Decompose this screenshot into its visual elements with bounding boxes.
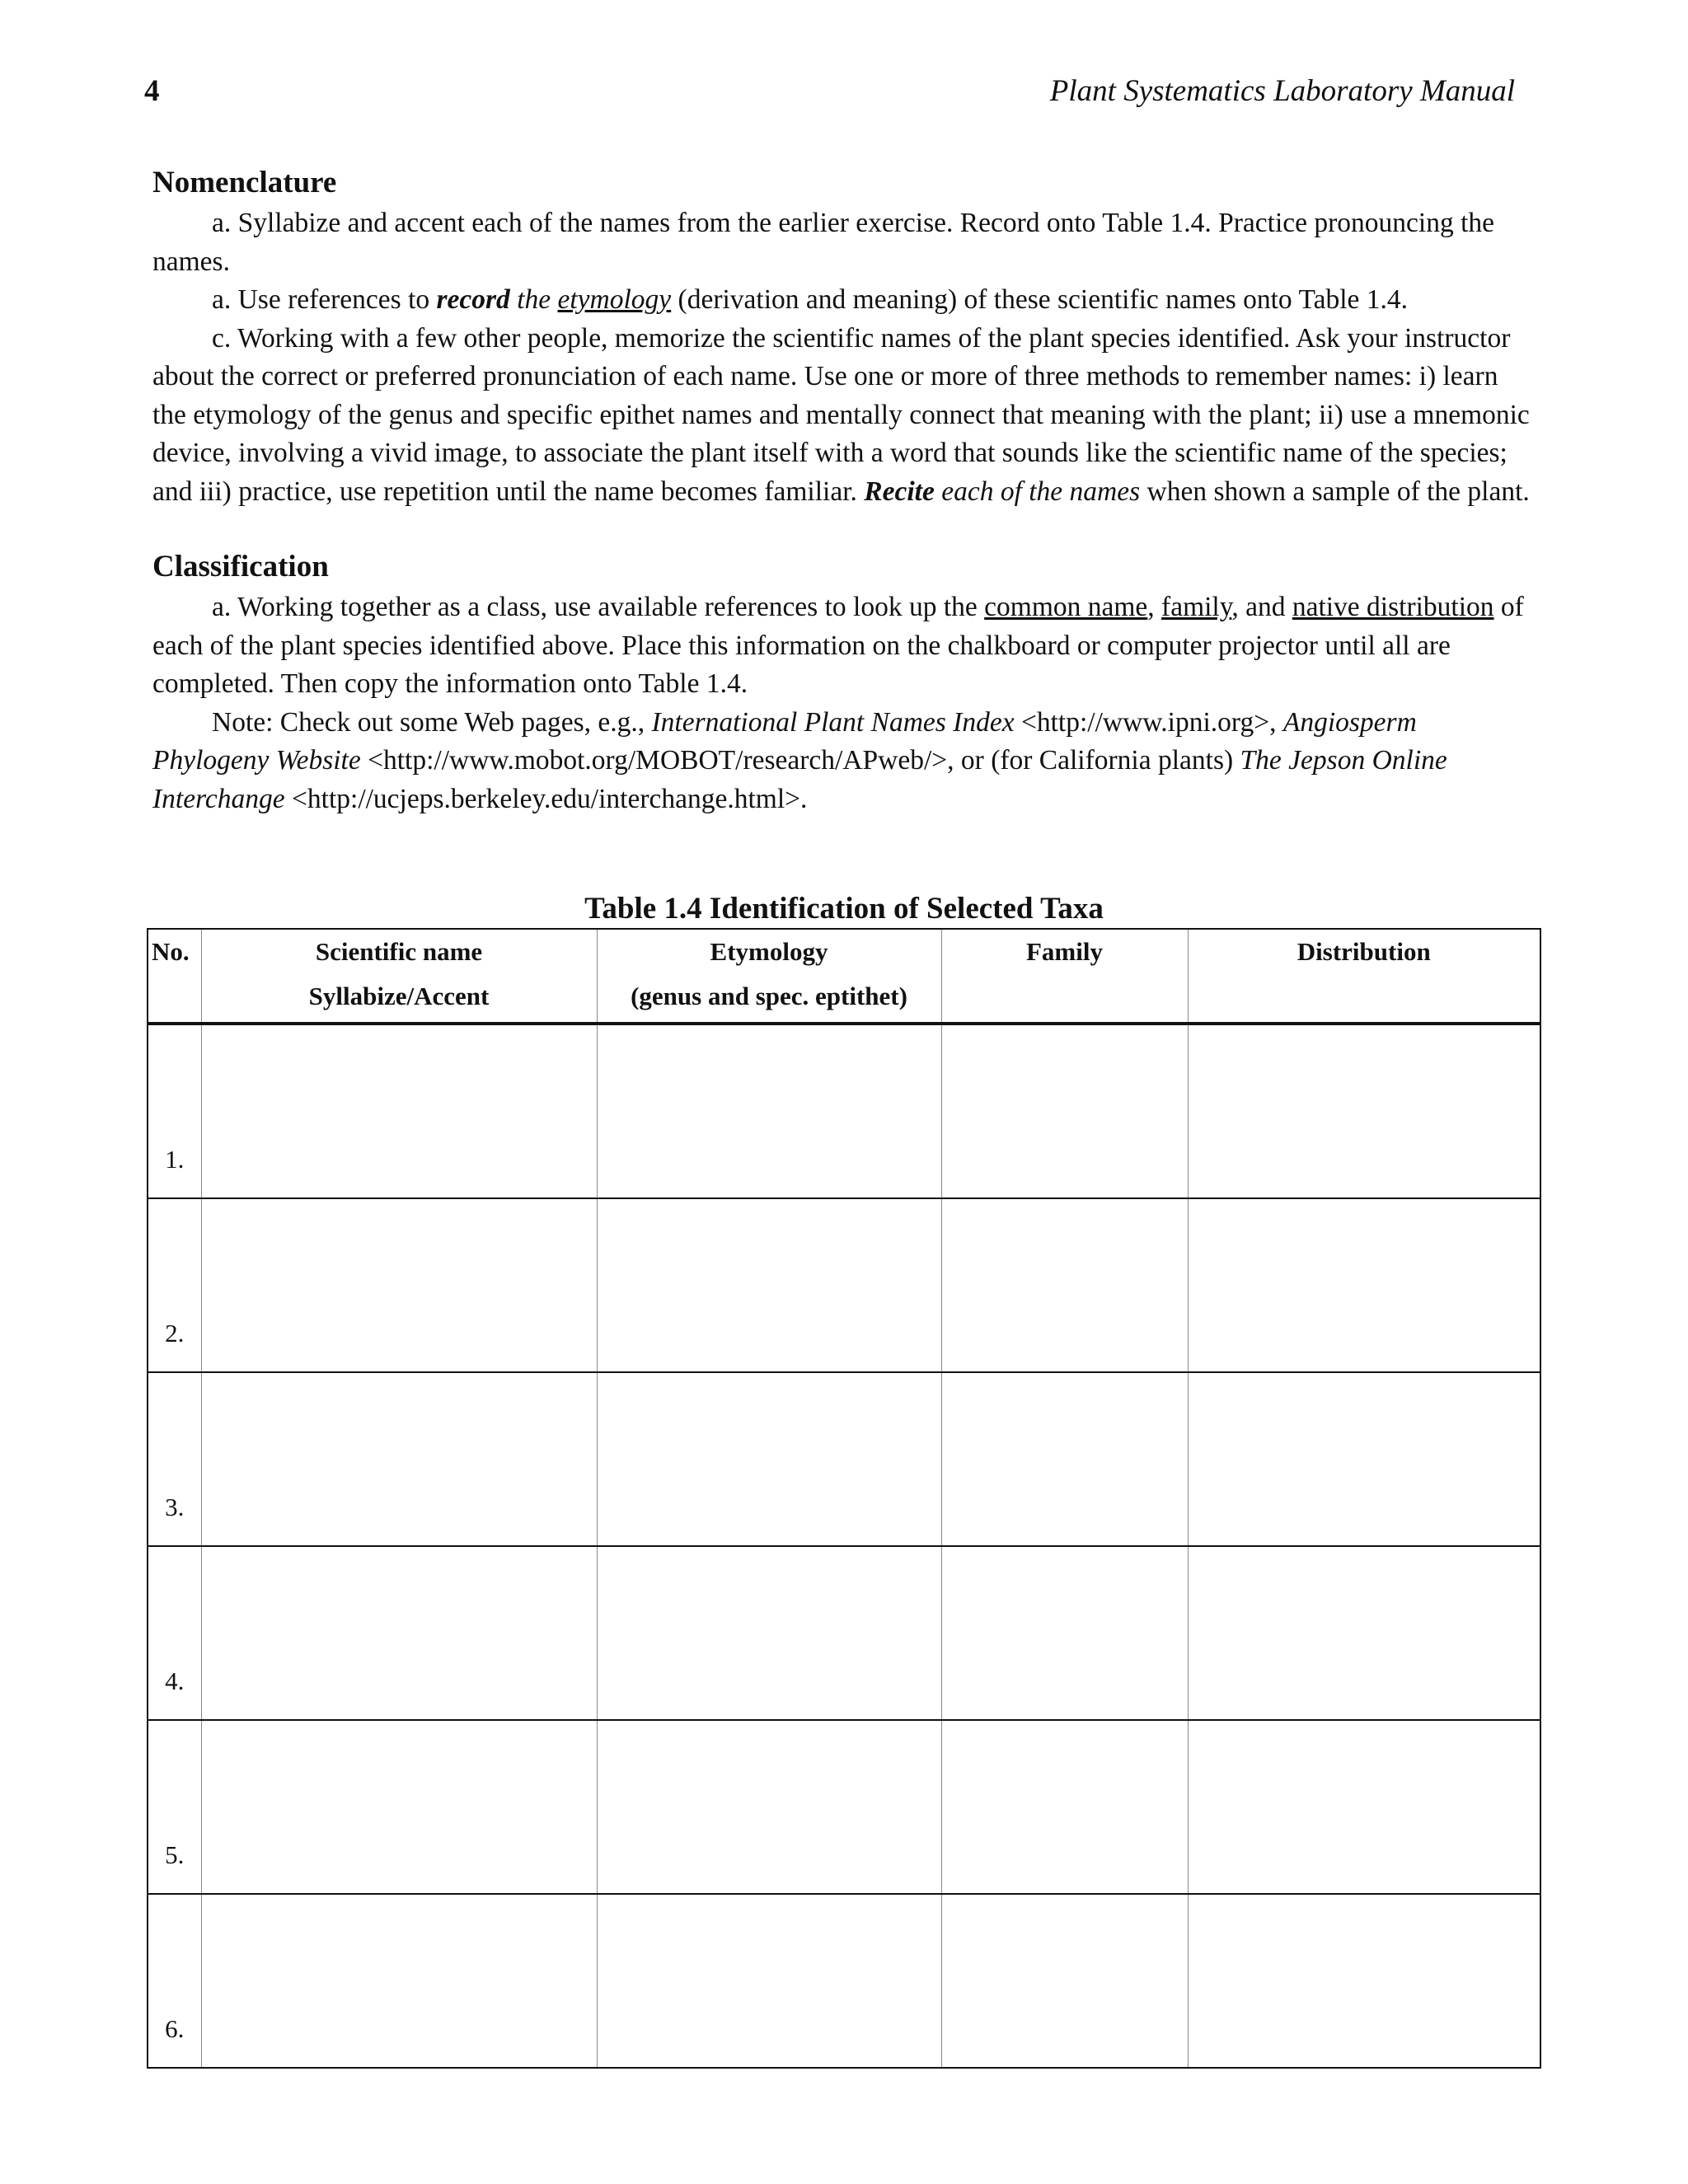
class-a-suffix: of each of the plant species identified above. Place this information on the chalkboard or computer projector until all are completed. Then copy the information onto Table 1.4. [152,592,1524,699]
scientific-name-cell[interactable] [201,1894,597,2068]
item-c-suffix: when shown a sample of the plant. [1140,476,1530,507]
jepson-title: The Jepson Online Interchange [152,745,1447,814]
distribution-cell[interactable] [1188,1894,1540,2068]
classification-heading: Classification [152,550,329,583]
header-etymology [597,929,941,1024]
main-content [152,162,1537,818]
class-a-sep2: , and [1231,592,1292,622]
class-a-prefix: a. Working together as a class, use available references to look up the [212,592,985,622]
row-number: 6. [148,1894,201,2068]
distribution-cell[interactable] [1188,1546,1540,1720]
nomenclature-item-a1: a. Syllabize and accent each of the names from the earlier exercise. Record onto Table 1.4. Practice pronouncing the names. [152,208,1494,277]
table-row [148,1720,1540,1894]
table-row [148,1372,1540,1546]
header-sci-line1: Scientific name [315,937,483,966]
etymology-cell[interactable] [597,1546,941,1720]
header-sci-line2: Syllabize/Accent [308,982,490,1010]
table-header-row [148,929,1540,1024]
table-row [148,1546,1540,1720]
etymology-cell[interactable] [597,1894,941,2068]
jepson-url: <http://ucjeps.berkeley.edu/interchange.html>. [284,783,808,814]
native-distribution-term: native distribution [1292,592,1494,622]
header-ety-line1: Etymology [710,937,828,966]
header-no [148,929,201,1024]
running-title: Plant Systematics Laboratory Manual [1049,74,1515,108]
classification-note [152,704,1537,819]
row-number: 1. [148,1024,201,1198]
note-prefix: Note: Check out some Web pages, e.g., [212,706,652,738]
nomenclature-heading: Nomenclature [152,166,337,199]
family-term: family [1161,592,1232,622]
scientific-name-cell[interactable] [201,1546,597,1720]
page-number: 4 [144,74,160,108]
row-number: 2. [148,1198,201,1372]
nomenclature-item-a2 [152,281,1537,320]
apweb-url: <http://www.mobot.org/MOBOT/research/APweb/>, or (for California plants) [360,745,1240,776]
scientific-name-cell[interactable] [201,1024,597,1198]
family-cell[interactable] [941,1372,1188,1546]
table-row [148,1024,1540,1198]
table-row [148,1894,1540,2068]
header-distribution [1188,929,1540,1024]
distribution-cell[interactable] [1188,1198,1540,1372]
header-scientific-name [201,929,597,1024]
row-number: 4. [148,1546,201,1720]
class-a-sep1: , [1147,592,1162,622]
scientific-name-cell[interactable] [201,1372,597,1546]
distribution-cell[interactable] [1188,1024,1540,1198]
common-name-term: common name [984,592,1148,622]
ipni-url: <http://www.ipni.org>, [1014,706,1283,738]
item-a2-suffix: (derivation and meaning) of these scientific names onto Table 1.4. [671,284,1408,315]
item-a2-etymology: etymology [557,284,672,315]
header-ety-line2: (genus and spec. eptithet) [631,982,907,1010]
scientific-name-cell[interactable] [201,1198,597,1372]
item-c-text: c. Working with a few other people, memorize the scientific names of the plant species identified. Ask your instructor about the correct or preferred pronunciation of each name. Use one or more of three methods to remember names: i) learn the etymology of the genus and specific epithet names and mentally connect that meaning with the plant; ii) use a mnemonic device, involving a vivid image, to associate the plant itself with a word that sounds like the scientific name of the species; and iii) practice, use repetition until the name becomes familiar. [152,322,1530,507]
header-family-label: Family [1026,937,1103,966]
family-cell[interactable] [941,1024,1188,1198]
family-cell[interactable] [941,1894,1188,2068]
table-row [148,1198,1540,1372]
distribution-cell[interactable] [1188,1720,1540,1894]
header-no-label: No. [152,937,190,966]
row-number: 5. [148,1720,201,1894]
family-cell[interactable] [941,1720,1188,1894]
distribution-cell[interactable] [1188,1372,1540,1546]
taxa-table [147,928,1541,2069]
section-spacer [152,511,1537,546]
header-family [941,929,1188,1024]
item-c-recite-emphasis: Recite [864,476,935,507]
item-a2-the: the [509,284,558,315]
table-title: Table 1.4 Identification of Selected Taxa [584,892,1104,926]
row-number: 3. [148,1372,201,1546]
item-a2-record-emphasis: record [436,284,510,315]
etymology-cell[interactable] [597,1720,941,1894]
scientific-name-cell[interactable] [201,1720,597,1894]
etymology-cell[interactable] [597,1198,941,1372]
item-a2-prefix: a. Use references to [212,284,437,315]
apweb-title: Angiosperm Phylogeny Website [152,706,1417,776]
etymology-cell[interactable] [597,1372,941,1546]
classification-item-a [152,588,1537,704]
item-c-names: each of the names [934,476,1141,507]
nomenclature-item-c [152,320,1537,512]
etymology-cell[interactable] [597,1024,941,1198]
header-distribution-label: Distribution [1296,937,1431,966]
family-cell[interactable] [941,1198,1188,1372]
ipni-title: International Plant Names Index [651,706,1015,738]
family-cell[interactable] [941,1546,1188,1720]
